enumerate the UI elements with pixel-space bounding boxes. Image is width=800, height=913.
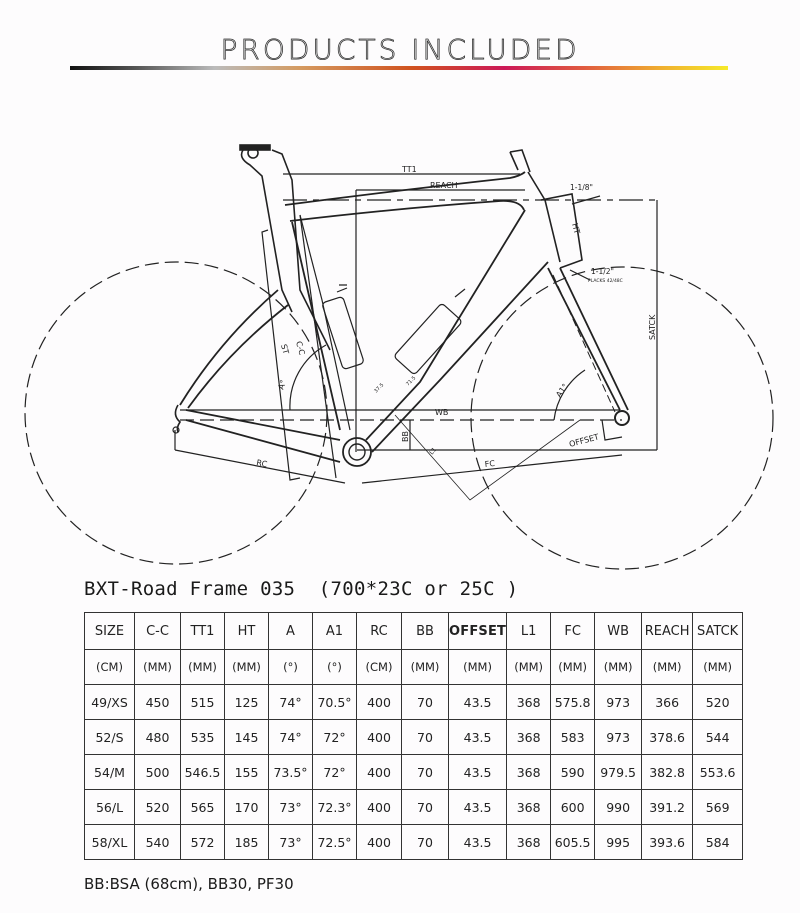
data-cell: 400 xyxy=(357,825,402,860)
data-cell: 366 xyxy=(642,685,693,720)
bottle-cage-down-tube xyxy=(394,289,465,375)
table-row xyxy=(85,790,743,825)
header-cell: OFFSET xyxy=(449,613,507,650)
data-cell: 368 xyxy=(507,685,551,720)
unit-cell: (MM) xyxy=(225,650,269,685)
data-cell: 72.3° xyxy=(313,790,357,825)
gradient-divider xyxy=(70,66,728,70)
size-cell: 52/S xyxy=(85,720,135,755)
data-cell: 170 xyxy=(225,790,269,825)
chain-stay xyxy=(186,410,340,440)
data-cell: 368 xyxy=(507,720,551,755)
data-cell: 480 xyxy=(135,720,181,755)
data-cell: 72° xyxy=(313,720,357,755)
size-cell: 58/XL xyxy=(85,825,135,860)
data-cell: 73° xyxy=(269,790,313,825)
data-cell: 400 xyxy=(357,685,402,720)
label-a: A° xyxy=(276,378,289,391)
data-cell: 520 xyxy=(693,685,743,720)
table-units-row xyxy=(85,650,743,685)
data-cell: 572 xyxy=(181,825,225,860)
header-cell: C-C xyxy=(135,613,181,650)
data-cell: 990 xyxy=(595,790,642,825)
data-cell: 400 xyxy=(357,720,402,755)
unit-cell: (°) xyxy=(269,650,313,685)
label-a1: A1° xyxy=(554,382,570,400)
label-headset-top: 1-1/8" xyxy=(570,183,593,192)
seat-tube xyxy=(292,222,340,430)
data-cell: 185 xyxy=(225,825,269,860)
unit-cell: (MM) xyxy=(181,650,225,685)
page-title: PRODUCTS INCLUDED xyxy=(220,33,580,66)
data-cell: 378.6 xyxy=(642,720,693,755)
data-cell: 400 xyxy=(357,790,402,825)
head-tube xyxy=(510,150,582,268)
label-offset: OFFSET xyxy=(568,432,600,449)
table-row xyxy=(85,685,743,720)
data-cell: 569 xyxy=(693,790,743,825)
data-cell: 393.6 xyxy=(642,825,693,860)
header-cell: A xyxy=(269,613,313,650)
seat-stay xyxy=(180,290,278,405)
unit-cell: (°) xyxy=(313,650,357,685)
header-cell: HT xyxy=(225,613,269,650)
bottom-bracket xyxy=(343,438,371,466)
label-rc: RC xyxy=(255,458,268,470)
data-cell: 43.5 xyxy=(449,685,507,720)
data-cell: 43.5 xyxy=(449,790,507,825)
data-cell: 553.6 xyxy=(693,755,743,790)
data-cell: 155 xyxy=(225,755,269,790)
data-cell: 368 xyxy=(507,790,551,825)
top-tube-inner xyxy=(290,201,524,221)
data-cell: 520 xyxy=(135,790,181,825)
header-cell: REACH xyxy=(642,613,693,650)
label-headset-bottom: 1-1/2" xyxy=(591,267,614,276)
label-st: ST xyxy=(279,343,291,356)
seatpost xyxy=(240,145,330,350)
down-tube xyxy=(366,210,525,440)
unit-cell: (MM) xyxy=(449,650,507,685)
size-cell: 56/L xyxy=(85,790,135,825)
data-cell: 73.5° xyxy=(269,755,313,790)
data-cell: 70 xyxy=(402,720,449,755)
data-cell: 145 xyxy=(225,720,269,755)
data-cell: 973 xyxy=(595,720,642,755)
data-cell: 535 xyxy=(181,720,225,755)
header-cell: FC xyxy=(551,613,595,650)
data-cell: 73° xyxy=(269,825,313,860)
label-bb: BB xyxy=(401,431,410,442)
size-cell: 49/XS xyxy=(85,685,135,720)
data-cell: 382.8 xyxy=(642,755,693,790)
label-wb: WB xyxy=(435,408,449,417)
unit-cell: (MM) xyxy=(507,650,551,685)
label-l1: L1 xyxy=(428,446,439,457)
data-cell: 368 xyxy=(507,825,551,860)
data-cell: 600 xyxy=(551,790,595,825)
data-cell: 583 xyxy=(551,720,595,755)
top-tube xyxy=(285,172,525,205)
table-row xyxy=(85,825,743,860)
data-cell: 515 xyxy=(181,685,225,720)
data-cell: 43.5 xyxy=(449,755,507,790)
data-cell: 565 xyxy=(181,790,225,825)
table-title: BXT-Road Frame 035 (700*23C or 25C ) xyxy=(84,578,519,600)
header-cell: BB xyxy=(402,613,449,650)
geometry-table xyxy=(84,612,743,860)
data-cell: 43.5 xyxy=(449,720,507,755)
data-cell: 70 xyxy=(402,825,449,860)
data-cell: 72° xyxy=(313,755,357,790)
front-wheel-outline xyxy=(471,267,773,569)
fork-blade-inner xyxy=(560,268,628,410)
unit-cell: (MM) xyxy=(642,650,693,685)
front-dropout xyxy=(615,411,629,425)
unit-cell: (CM) xyxy=(357,650,402,685)
label-headset-bottom-sub: PLACKS 42/48C xyxy=(588,279,623,284)
header-cell: A1 xyxy=(313,613,357,650)
label-cc: C-C xyxy=(294,340,307,357)
label-cage-dim1: 37.5 xyxy=(373,382,386,395)
header-cell: SIZE xyxy=(85,613,135,650)
data-cell: 500 xyxy=(135,755,181,790)
data-cell: 605.5 xyxy=(551,825,595,860)
data-cell: 584 xyxy=(693,825,743,860)
header-cell: RC xyxy=(357,613,402,650)
down-tube-inner xyxy=(372,262,548,452)
header-cell: TT1 xyxy=(181,613,225,650)
data-cell: 70 xyxy=(402,755,449,790)
dimension-lines xyxy=(175,174,660,500)
bottom-bracket-footnote: BB:BSA (68cm), BB30, PF30 xyxy=(84,875,294,893)
data-cell: 74° xyxy=(269,720,313,755)
label-cage-dim2: 71.5 xyxy=(405,375,418,388)
table-header-row xyxy=(85,613,743,650)
unit-cell: (MM) xyxy=(135,650,181,685)
data-cell: 391.2 xyxy=(642,790,693,825)
unit-cell: (MM) xyxy=(693,650,743,685)
table-row xyxy=(85,720,743,755)
unit-cell: (MM) xyxy=(551,650,595,685)
chain-stay-lower xyxy=(186,420,340,462)
header-cell: SATCK xyxy=(693,613,743,650)
table-row xyxy=(85,755,743,790)
data-cell: 125 xyxy=(225,685,269,720)
data-cell: 575.8 xyxy=(551,685,595,720)
data-cell: 70 xyxy=(402,685,449,720)
data-cell: 979.5 xyxy=(595,755,642,790)
label-fc: FC xyxy=(484,458,496,469)
seat-stay-inner xyxy=(188,305,291,408)
data-cell: 540 xyxy=(135,825,181,860)
data-cell: 43.5 xyxy=(449,825,507,860)
data-cell: 995 xyxy=(595,825,642,860)
size-cell: 54/M xyxy=(85,755,135,790)
unit-cell: (MM) xyxy=(402,650,449,685)
data-cell: 400 xyxy=(357,755,402,790)
data-cell: 590 xyxy=(551,755,595,790)
header-cell: WB xyxy=(595,613,642,650)
data-cell: 544 xyxy=(693,720,743,755)
data-cell: 70 xyxy=(402,790,449,825)
header-cell: L1 xyxy=(507,613,551,650)
data-cell: 546.5 xyxy=(181,755,225,790)
unit-cell: (CM) xyxy=(85,650,135,685)
label-reach: REACH xyxy=(430,181,458,190)
data-cell: 70.5° xyxy=(313,685,357,720)
data-cell: 74° xyxy=(269,685,313,720)
unit-cell: (MM) xyxy=(595,650,642,685)
label-satck: SATCK xyxy=(648,314,657,340)
frame-geometry-diagram xyxy=(0,100,800,580)
label-ht: HT xyxy=(570,222,582,236)
data-cell: 368 xyxy=(507,755,551,790)
data-cell: 72.5° xyxy=(313,825,357,860)
data-cell: 973 xyxy=(595,685,642,720)
label-tt1: TT1 xyxy=(402,165,417,174)
data-cell: 450 xyxy=(135,685,181,720)
